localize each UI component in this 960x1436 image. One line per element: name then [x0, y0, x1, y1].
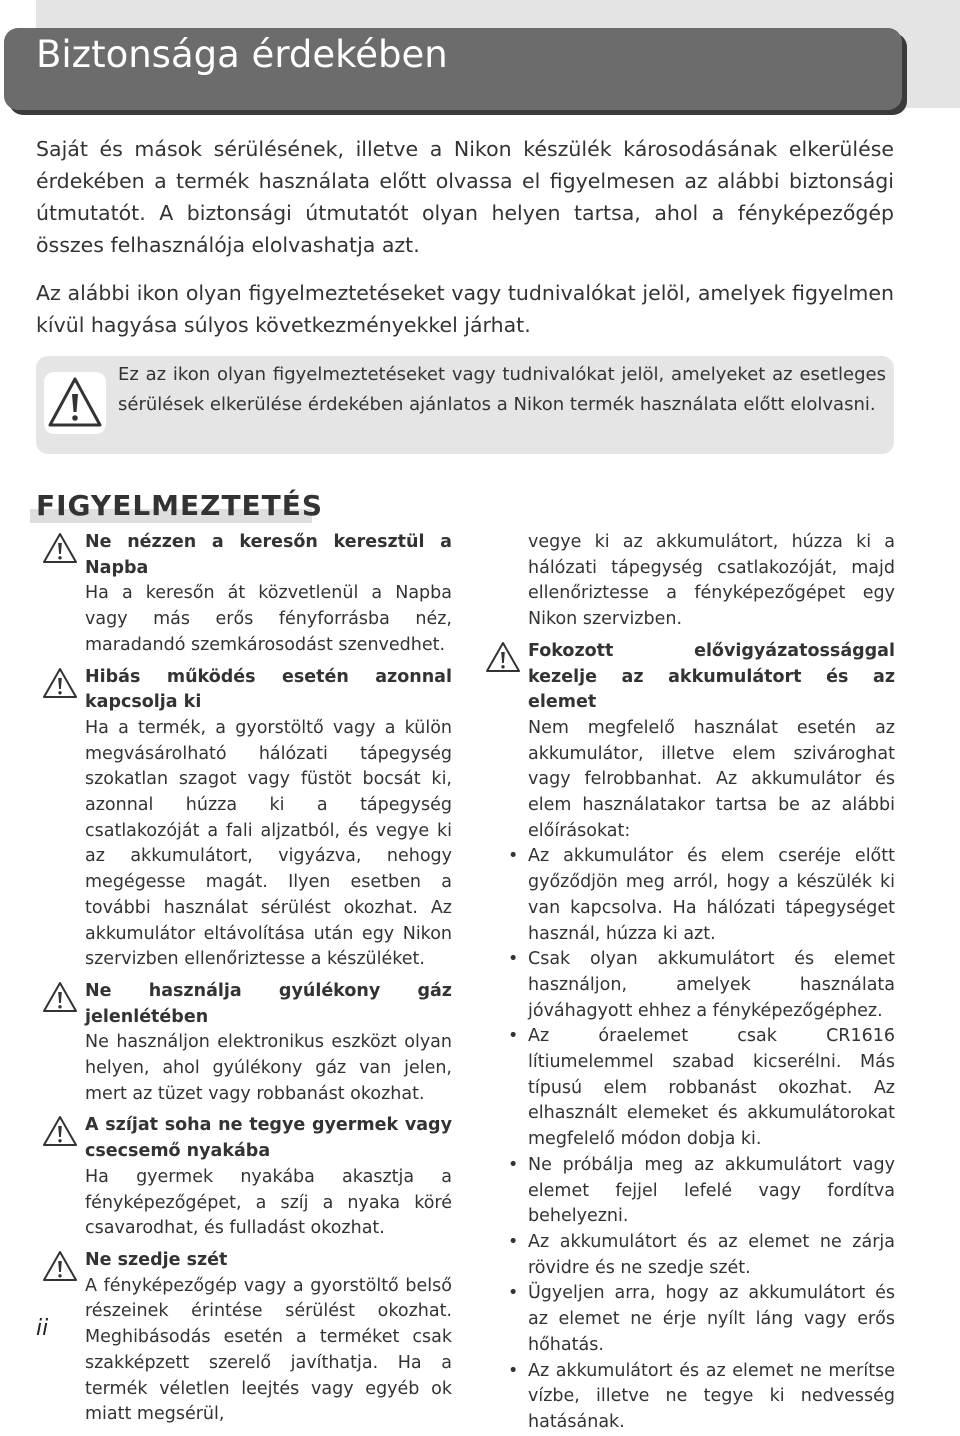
warning-item-battery	[483, 639, 895, 845]
warning-triangle-icon	[42, 981, 78, 1013]
list-item: • Az akkumulátor és elem cseréje előtt győződjön meg arról, hogy a készülék ki van kapcsolva. Ha hálózati tápegységet használ, húzza ki azt.	[528, 844, 895, 947]
warning-triangle-icon	[485, 641, 521, 673]
warning-title: Ne szedje szét	[85, 1249, 228, 1270]
continued-text: vegye ki az akkumulátort, húzza ki a hálózati tápegység csatlakozóját, majd ellenőriztesse a fényképezőgépet egy Nikon szervizben.	[528, 532, 895, 630]
warning-title: A szíjat soha ne tegye gyermek vagy csecsemő nyakába	[85, 1115, 452, 1162]
icon-note-box	[36, 356, 894, 454]
warning-item-disassemble	[40, 1248, 452, 1428]
icon-note-text: Ez az ikon olyan figyelmeztetéseket vagy tudnivalókat jelöl, amelyeket az esetleges sérülések elkerülése érdekében ajánlatos a Nikon termék használata előtt elolvasni.	[118, 364, 886, 415]
warning-title: Ne nézzen a keresőn keresztül a Napba	[85, 532, 452, 578]
warning-body: Ha gyermek nyakába akasztja a fényképezőgépet, a szíj a nyaka köré csavarodhat, és fulladást okozhat.	[85, 1166, 452, 1239]
intro-paragraph-1: Saját és mások sérülésének, illetve a Nikon készülék károsodásának elkerülése érdekében a termék használata előtt olvassa el figyelmesen az alábbi biztonsági útmutatót. A biztonsági útmutatót olyan helyen tartsa, ahol a fényképezőgép összes felhasználója elolvashatja azt.	[36, 137, 894, 257]
warning-body: Ha a termék, a gyorstöltő vagy a külön megvásárolható hálózati tápegység szokatlan szagot vagy füstöt bocsát ki, azonnal húzza ki a tápegység csatlakozóját a fali aljzatból, és vegye ki az akkumulátort, vigyázva, nehogy megégesse magát. Ilyen esetben a további használat sérülést okozhat. Az akkumulátor eltávolítása után egy Nikon szervizben ellenőriztesse a készüléket.	[85, 717, 452, 970]
warning-section-heading: FIGYELMEZTETÉS	[36, 489, 324, 522]
warning-body: A fényképezőgép vagy a gyorstöltő belső részeinek érintése sérülést okozhat. Meghibásodás esetén a terméket csak szakképzett szerelő javíthatja. Ha a termék véletlen leejtés vagy egyéb ok miatt megsérül,	[85, 1275, 452, 1425]
warning-title: Fokozott elővigyázatossággal kezelje az akkumulátort és az elemet	[528, 640, 895, 713]
warning-item-strap	[40, 1113, 452, 1242]
list-item: • Az akkumulátort és az elemet ne zárja rövidre és ne szedje szét.	[528, 1230, 895, 1281]
warning-title: Ne használja gyúlékony gáz jelenlétében	[85, 980, 452, 1027]
warning-triangle-icon	[42, 532, 78, 564]
left-column	[40, 530, 452, 1428]
warning-body: Ne használjon elektronikus eszközt olyan helyen, ahol gyúlékony gáz van jelen, mert az tüzet vagy robbanást okozhat.	[85, 1032, 452, 1104]
warning-item-flammable-gas	[40, 979, 452, 1108]
list-item: • Az akkumulátort és az elemet ne merítse vízbe, illetve ne tegye ki nedvesség hatásának.	[528, 1359, 895, 1436]
warning-triangle-icon	[42, 667, 78, 699]
list-item: • Ne próbálja meg az akkumulátort vagy elemet fejjel lefelé vagy fordítva behelyezni.	[528, 1153, 895, 1230]
page-number: ii	[36, 1316, 49, 1341]
warning-body: Nem megfelelő használat esetén az akkumulátor, illetve elem szivároghat vagy felrobbanhat. Az akkumulátor és elem használatakor tartsa be az alábbi előírásokat:	[528, 717, 895, 841]
list-item: • Ügyeljen arra, hogy az akkumulátort és az elemet ne érje nyílt láng vagy erős hőhatás.	[528, 1281, 895, 1358]
page-title: Biztonsága érdekében	[36, 33, 448, 76]
warning-triangle-icon	[42, 1115, 78, 1147]
right-column	[483, 530, 895, 1436]
battery-bullet-list	[483, 844, 895, 1435]
warning-item-sun	[40, 530, 452, 659]
warning-triangle-icon	[44, 372, 106, 434]
intro-paragraph-2: Az alábbi ikon olyan figyelmeztetéseket vagy tudnivalókat jelöl, amelyek figyelmen kívül hagyása súlyos következményekkel járhat.	[36, 281, 894, 337]
warning-title: Hibás működés esetén azonnal kapcsolja ki	[85, 666, 452, 713]
warning-triangle-icon	[42, 1250, 78, 1282]
list-item: • Az óraelemet csak CR1616 lítiumelemmel szabad kicserélni. Más típusú elem robbanást okozhat. Az elhasznált elemeket és akkumulátorokat megfelelő módon dobja ki.	[528, 1024, 895, 1153]
warning-item-malfunction	[40, 665, 452, 973]
warning-body: Ha a keresőn át közvetlenül a Napba vagy más erős fényforrásba néz, maradandó szemkárosodást szenvedhet.	[85, 583, 452, 655]
list-item: • Csak olyan akkumulátort és elemet használjon, amelyek használata jóváhagyott ehhez a fényképezőgéphez.	[528, 947, 895, 1024]
